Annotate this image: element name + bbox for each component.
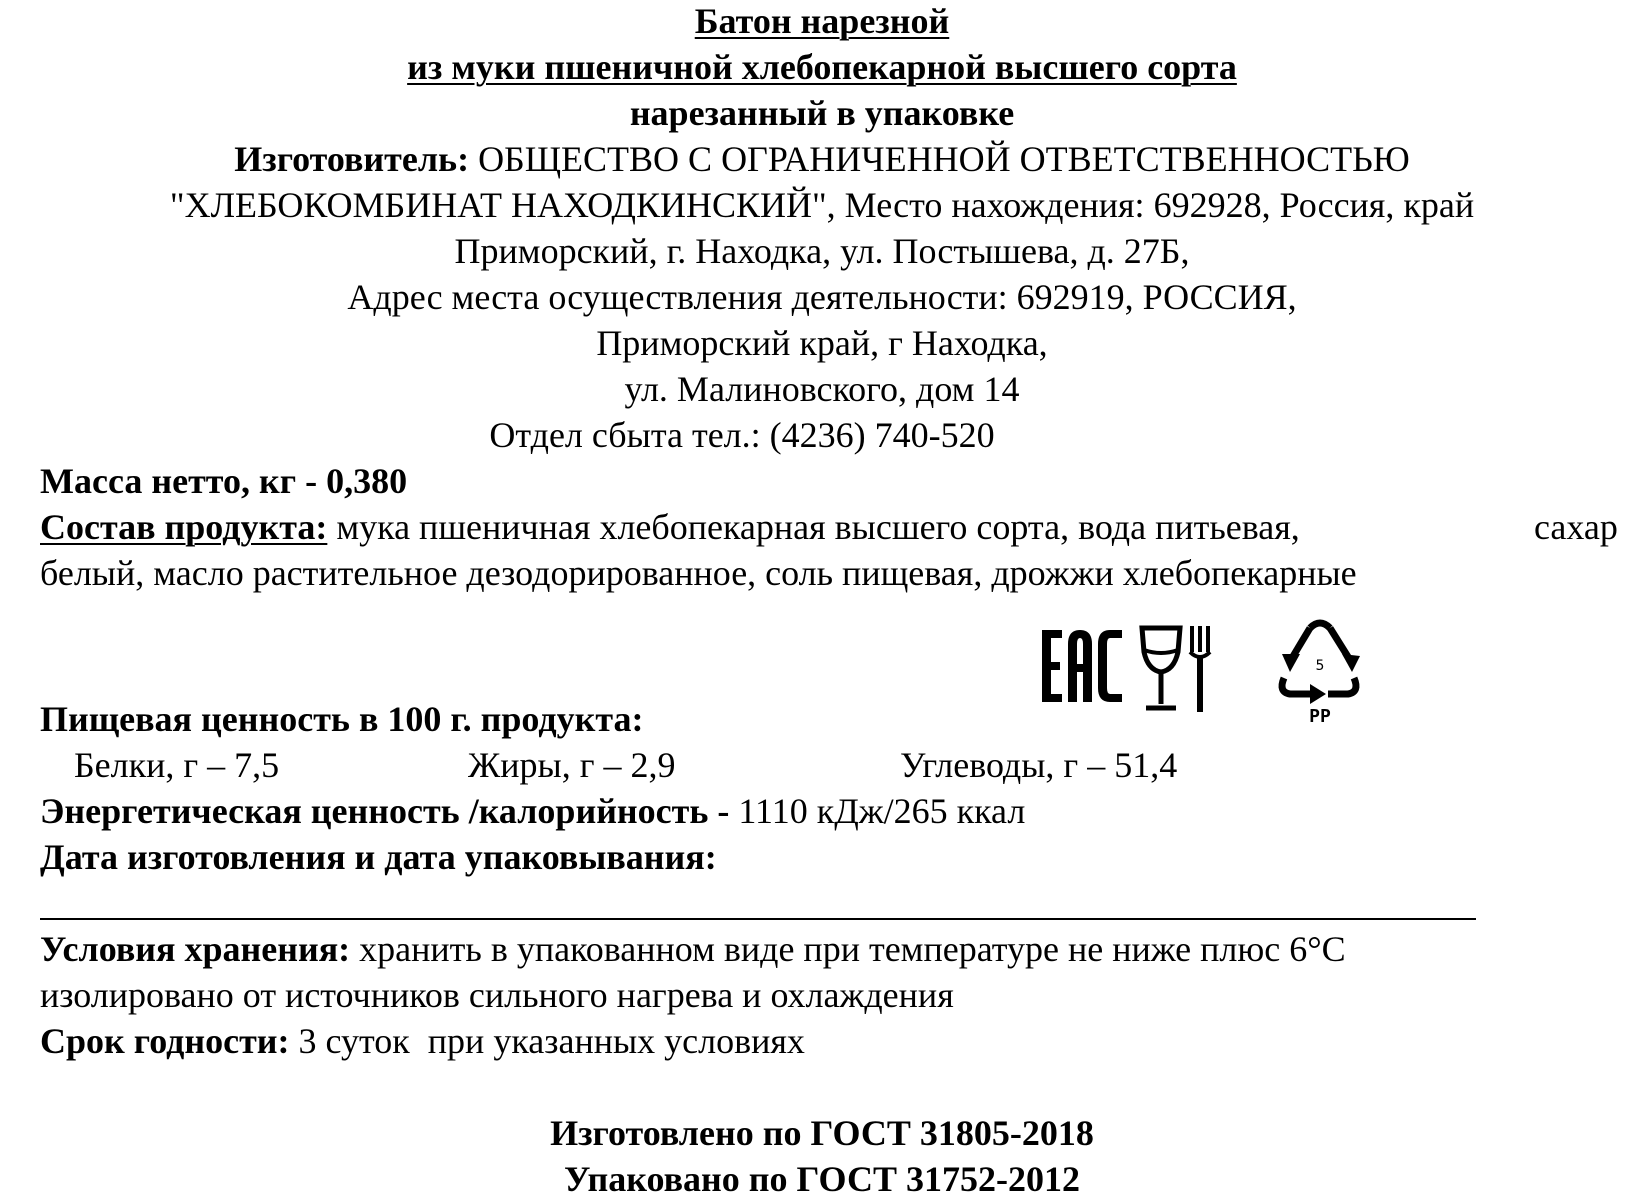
nutrition-fats: Жиры, г – 2,9 (468, 745, 676, 785)
product-flour-type: из муки пшеничной хлебопекарной высшего сорта (407, 47, 1237, 87)
composition-label: Состав продукта: (40, 507, 328, 547)
recycle-code: PP (1309, 706, 1331, 726)
sales-phone: Отдел сбыта тел.: (4236) 740-520 (489, 415, 995, 455)
product-packaging: нарезанный в упаковке (629, 93, 1015, 133)
composition-text-1: мука пшеничная хлебопекарная высшего сорта, вода питьевая, (336, 507, 1300, 547)
product-name: Батон нарезной (694, 1, 950, 41)
shelf-life-line (40, 1020, 805, 1062)
composition-text-1-end: сахар (1534, 507, 1618, 547)
composition-line-2: белый, масло растительное дезодорированное, соль пищевая, дрожжи хлебопекарные (40, 553, 1357, 593)
manufacturer-line-4: Адрес места осуществления деятельности: 692919, РОССИЯ, (347, 277, 1297, 317)
manufacturer-label: Изготовитель: (234, 139, 470, 179)
shelf-life-label: Срок годности: (40, 1021, 290, 1061)
packaging-standard: Упаковано по ГОСТ 31752-2012 (564, 1159, 1080, 1199)
composition-line-1 (40, 506, 1300, 548)
net-weight: Масса нетто, кг - 0,380 (40, 461, 408, 501)
storage-line-1 (40, 928, 1346, 970)
shelf-life-value: 3 суток при указанных условиях (298, 1021, 805, 1061)
nutrition-proteins: Белки, г – 7,5 (74, 745, 280, 785)
energy-value-line (40, 790, 1025, 832)
dates-label: Дата изготовления и дата упаковывания: (40, 837, 717, 877)
manufacturer-line-2: "ХЛЕБОКОМБИНАТ НАХОДКИНСКИЙ", Место нахождения: 692928, Россия, край (169, 185, 1475, 225)
date-fill-line (40, 918, 1476, 920)
manufacturer-line-5: Приморский край, г Находка, (596, 323, 1048, 363)
glass-fork-icon (1138, 622, 1214, 714)
manufacturer-name: ОБЩЕСТВО С ОГРАНИЧЕННОЙ ОТВЕТСТВЕННОСТЬЮ (478, 139, 1410, 179)
nutrition-heading: Пищевая ценность в 100 г. продукта: (40, 699, 644, 739)
eac-mark-icon (1040, 626, 1124, 706)
energy-label: Энергетическая ценность /калорийность - (40, 791, 730, 831)
recycle-icon (1270, 614, 1370, 726)
manufacturer-line-1 (0, 138, 1644, 180)
manufacturer-line-3: Приморский, г. Находка, ул. Постышева, д. 27Б, (454, 231, 1190, 271)
nutrition-carbs: Углеводы, г – 51,4 (900, 745, 1178, 785)
storage-text-1: хранить в упакованном виде при температуре не ниже плюс 6°С (359, 929, 1346, 969)
recycle-number: 5 (1315, 658, 1325, 674)
manufacturer-line-6: ул. Малиновского, дом 14 (624, 369, 1020, 409)
energy-value: 1110 кДж/265 ккал (738, 791, 1026, 831)
manufacturing-standard: Изготовлено по ГОСТ 31805-2018 (550, 1113, 1094, 1153)
storage-label: Условия хранения: (40, 929, 351, 969)
storage-line-2: изолировано от источников сильного нагрева и охлаждения (40, 975, 954, 1015)
